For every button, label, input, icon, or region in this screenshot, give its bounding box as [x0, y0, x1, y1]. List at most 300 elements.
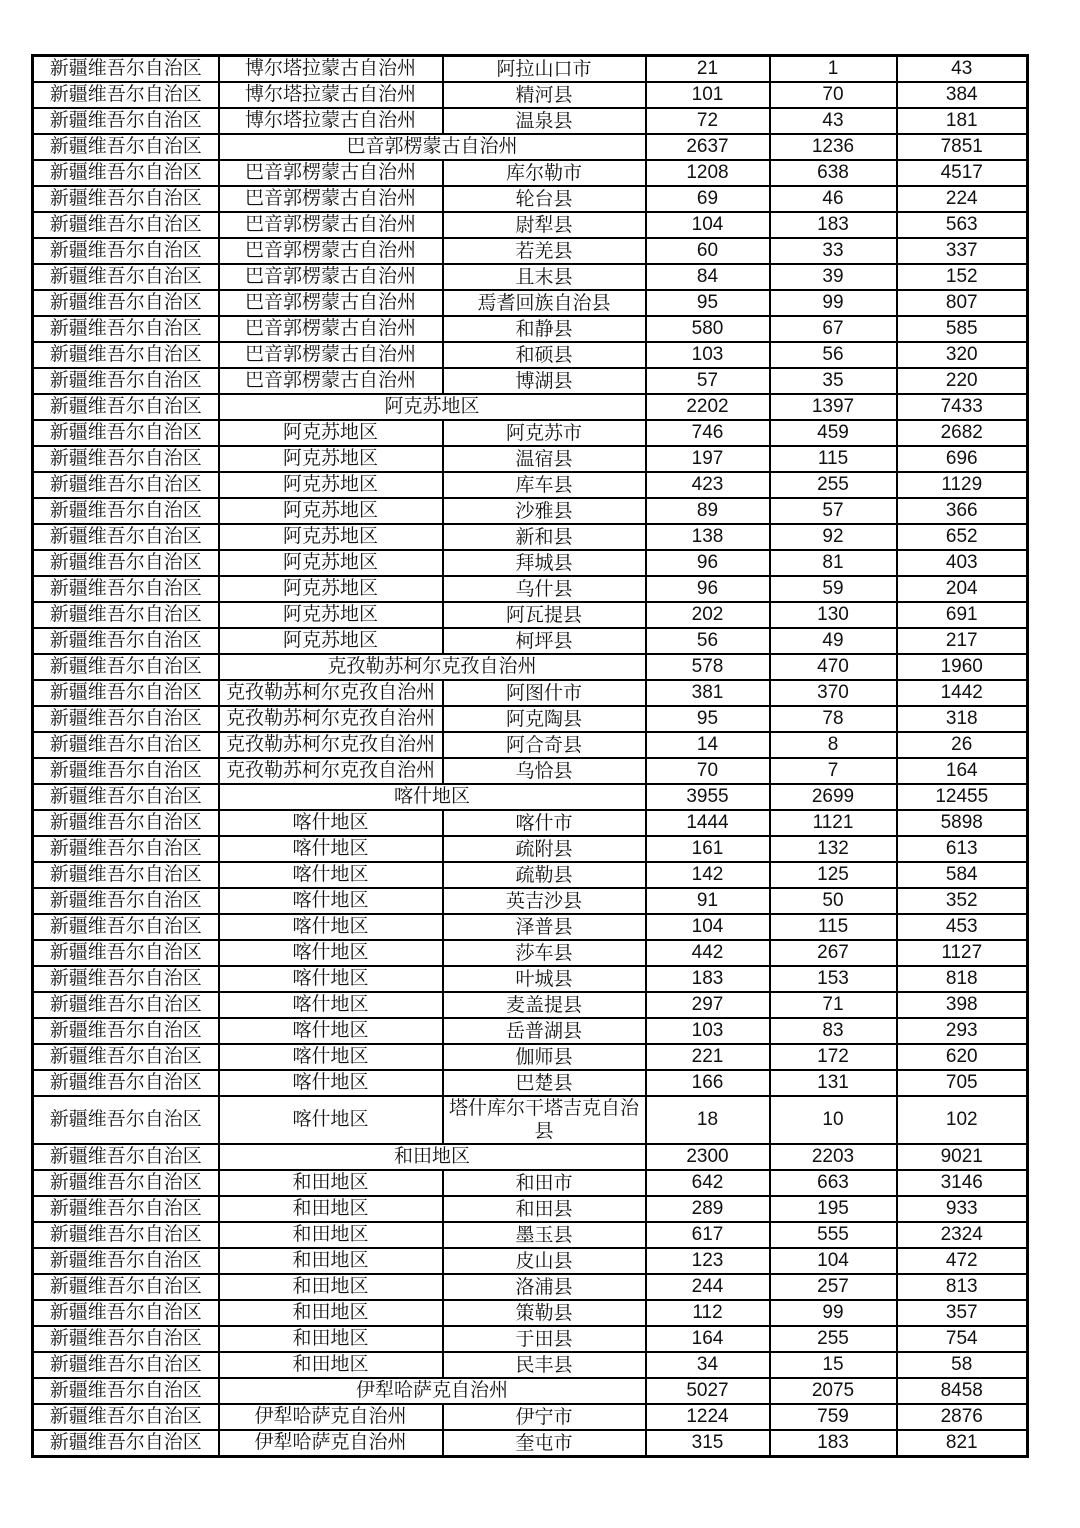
county-cell: 拜城县 [443, 550, 646, 576]
value-cell: 7851 [897, 134, 1028, 160]
value-cell: 12455 [897, 784, 1028, 810]
table-body [33, 56, 1028, 1457]
county-row [33, 1018, 1028, 1044]
prefecture-summary-row [33, 1378, 1028, 1404]
province-cell: 新疆维吾尔自治区 [33, 810, 219, 836]
value-cell: 43 [897, 56, 1028, 83]
prefecture-cell: 阿克苏地区 [219, 420, 443, 446]
value-cell: 183 [770, 1430, 897, 1457]
value-cell: 821 [897, 1430, 1028, 1457]
prefecture-cell: 和田地区 [219, 1326, 443, 1352]
prefecture-cell: 和田地区 [219, 1248, 443, 1274]
prefecture-cell: 伊犁哈萨克自治州 [219, 1404, 443, 1430]
prefecture-cell: 喀什地区 [219, 1044, 443, 1070]
county-cell: 伊宁市 [443, 1404, 646, 1430]
prefecture-cell: 阿克苏地区 [219, 446, 443, 472]
county-row [33, 160, 1028, 186]
province-cell: 新疆维吾尔自治区 [33, 1300, 219, 1326]
province-cell: 新疆维吾尔自治区 [33, 576, 219, 602]
province-cell: 新疆维吾尔自治区 [33, 56, 219, 83]
prefecture-summary-row [33, 784, 1028, 810]
county-row [33, 836, 1028, 862]
province-cell: 新疆维吾尔自治区 [33, 1222, 219, 1248]
prefecture-cell: 巴音郭楞蒙古自治州 [219, 186, 443, 212]
county-row [33, 82, 1028, 108]
prefecture-cell: 巴音郭楞蒙古自治州 [219, 316, 443, 342]
value-cell: 183 [646, 966, 770, 992]
value-cell: 72 [646, 108, 770, 134]
value-cell: 195 [770, 1196, 897, 1222]
county-row [33, 628, 1028, 654]
value-cell: 320 [897, 342, 1028, 368]
county-row [33, 888, 1028, 914]
prefecture-cell: 巴音郭楞蒙古自治州 [219, 160, 443, 186]
province-cell: 新疆维吾尔自治区 [33, 784, 219, 810]
prefecture-cell: 阿克苏地区 [219, 472, 443, 498]
value-cell: 2637 [646, 134, 770, 160]
county-row [33, 238, 1028, 264]
prefecture-cell: 伊犁哈萨克自治州 [219, 1430, 443, 1457]
value-cell: 442 [646, 940, 770, 966]
county-row [33, 1044, 1028, 1070]
value-cell: 217 [897, 628, 1028, 654]
value-cell: 1236 [770, 134, 897, 160]
value-cell: 2075 [770, 1378, 897, 1404]
prefecture-cell: 博尔塔拉蒙古自治州 [219, 82, 443, 108]
county-row [33, 498, 1028, 524]
value-cell: 1 [770, 56, 897, 83]
county-row [33, 992, 1028, 1018]
county-row [33, 1300, 1028, 1326]
county-cell: 莎车县 [443, 940, 646, 966]
value-cell: 35 [770, 368, 897, 394]
prefecture-merged-cell: 阿克苏地区 [219, 394, 646, 420]
province-cell: 新疆维吾尔自治区 [33, 966, 219, 992]
province-cell: 新疆维吾尔自治区 [33, 992, 219, 1018]
county-cell: 阿拉山口市 [443, 56, 646, 83]
prefecture-cell: 巴音郭楞蒙古自治州 [219, 264, 443, 290]
county-cell: 叶城县 [443, 966, 646, 992]
value-cell: 563 [897, 212, 1028, 238]
value-cell: 691 [897, 602, 1028, 628]
prefecture-cell: 和田地区 [219, 1196, 443, 1222]
value-cell: 202 [646, 602, 770, 628]
value-cell: 39 [770, 264, 897, 290]
value-cell: 15 [770, 1352, 897, 1378]
province-cell: 新疆维吾尔自治区 [33, 472, 219, 498]
value-cell: 95 [646, 706, 770, 732]
county-cell: 于田县 [443, 1326, 646, 1352]
value-cell: 2203 [770, 1144, 897, 1170]
county-row [33, 1096, 1028, 1144]
prefecture-merged-cell: 喀什地区 [219, 784, 646, 810]
county-row [33, 1430, 1028, 1457]
value-cell: 297 [646, 992, 770, 1018]
value-cell: 1224 [646, 1404, 770, 1430]
prefecture-cell: 喀什地区 [219, 992, 443, 1018]
value-cell: 352 [897, 888, 1028, 914]
value-cell: 60 [646, 238, 770, 264]
value-cell: 10 [770, 1096, 897, 1144]
prefecture-summary-row [33, 134, 1028, 160]
value-cell: 8458 [897, 1378, 1028, 1404]
county-cell: 乌什县 [443, 576, 646, 602]
value-cell: 705 [897, 1070, 1028, 1096]
province-cell: 新疆维吾尔自治区 [33, 836, 219, 862]
value-cell: 555 [770, 1222, 897, 1248]
value-cell: 318 [897, 706, 1028, 732]
value-cell: 470 [770, 654, 897, 680]
prefecture-cell: 克孜勒苏柯尔克孜自治州 [219, 758, 443, 784]
prefecture-merged-cell: 克孜勒苏柯尔克孜自治州 [219, 654, 646, 680]
province-cell: 新疆维吾尔自治区 [33, 1018, 219, 1044]
county-cell: 皮山县 [443, 1248, 646, 1274]
county-row [33, 1196, 1028, 1222]
value-cell: 69 [646, 186, 770, 212]
prefecture-merged-cell: 和田地区 [219, 1144, 646, 1170]
county-row [33, 186, 1028, 212]
value-cell: 78 [770, 706, 897, 732]
value-cell: 132 [770, 836, 897, 862]
value-cell: 49 [770, 628, 897, 654]
value-cell: 255 [770, 1326, 897, 1352]
value-cell: 67 [770, 316, 897, 342]
value-cell: 617 [646, 1222, 770, 1248]
value-cell: 104 [770, 1248, 897, 1274]
value-cell: 4517 [897, 160, 1028, 186]
county-row [33, 1170, 1028, 1196]
value-cell: 57 [770, 498, 897, 524]
value-cell: 102 [897, 1096, 1028, 1144]
county-cell: 若羌县 [443, 238, 646, 264]
province-cell: 新疆维吾尔自治区 [33, 1044, 219, 1070]
value-cell: 2682 [897, 420, 1028, 446]
value-cell: 142 [646, 862, 770, 888]
county-row [33, 446, 1028, 472]
value-cell: 181 [897, 108, 1028, 134]
value-cell: 56 [646, 628, 770, 654]
value-cell: 398 [897, 992, 1028, 1018]
province-cell: 新疆维吾尔自治区 [33, 160, 219, 186]
value-cell: 57 [646, 368, 770, 394]
province-cell: 新疆维吾尔自治区 [33, 186, 219, 212]
value-cell: 746 [646, 420, 770, 446]
prefecture-cell: 喀什地区 [219, 1096, 443, 1144]
value-cell: 663 [770, 1170, 897, 1196]
county-cell: 沙雅县 [443, 498, 646, 524]
value-cell: 257 [770, 1274, 897, 1300]
county-row [33, 862, 1028, 888]
value-cell: 1208 [646, 160, 770, 186]
county-cell: 策勒县 [443, 1300, 646, 1326]
value-cell: 578 [646, 654, 770, 680]
value-cell: 161 [646, 836, 770, 862]
prefecture-cell: 和田地区 [219, 1352, 443, 1378]
county-cell: 岳普湖县 [443, 1018, 646, 1044]
county-row [33, 680, 1028, 706]
county-row [33, 316, 1028, 342]
province-cell: 新疆维吾尔自治区 [33, 914, 219, 940]
value-cell: 21 [646, 56, 770, 83]
value-cell: 34 [646, 1352, 770, 1378]
county-row [33, 758, 1028, 784]
county-row [33, 290, 1028, 316]
prefecture-cell: 博尔塔拉蒙古自治州 [219, 108, 443, 134]
county-row [33, 1326, 1028, 1352]
value-cell: 9021 [897, 1144, 1028, 1170]
county-row [33, 914, 1028, 940]
prefecture-cell: 阿克苏地区 [219, 602, 443, 628]
province-cell: 新疆维吾尔自治区 [33, 1326, 219, 1352]
value-cell: 84 [646, 264, 770, 290]
value-cell: 14 [646, 732, 770, 758]
prefecture-cell: 喀什地区 [219, 940, 443, 966]
prefecture-cell: 巴音郭楞蒙古自治州 [219, 238, 443, 264]
value-cell: 183 [770, 212, 897, 238]
county-cell: 尉犁县 [443, 212, 646, 238]
value-cell: 580 [646, 316, 770, 342]
prefecture-merged-cell: 巴音郭楞蒙古自治州 [219, 134, 646, 160]
county-cell: 英吉沙县 [443, 888, 646, 914]
province-cell: 新疆维吾尔自治区 [33, 1196, 219, 1222]
county-row [33, 264, 1028, 290]
prefecture-cell: 喀什地区 [219, 914, 443, 940]
value-cell: 123 [646, 1248, 770, 1274]
prefecture-summary-row [33, 1144, 1028, 1170]
value-cell: 472 [897, 1248, 1028, 1274]
value-cell: 2876 [897, 1404, 1028, 1430]
value-cell: 244 [646, 1274, 770, 1300]
value-cell: 357 [897, 1300, 1028, 1326]
province-cell: 新疆维吾尔自治区 [33, 888, 219, 914]
value-cell: 115 [770, 914, 897, 940]
province-cell: 新疆维吾尔自治区 [33, 524, 219, 550]
value-cell: 164 [646, 1326, 770, 1352]
value-cell: 585 [897, 316, 1028, 342]
value-cell: 96 [646, 550, 770, 576]
province-cell: 新疆维吾尔自治区 [33, 758, 219, 784]
county-row [33, 1248, 1028, 1274]
value-cell: 1444 [646, 810, 770, 836]
county-cell: 精河县 [443, 82, 646, 108]
prefecture-cell: 巴音郭楞蒙古自治州 [219, 368, 443, 394]
value-cell: 1121 [770, 810, 897, 836]
province-cell: 新疆维吾尔自治区 [33, 862, 219, 888]
value-cell: 3146 [897, 1170, 1028, 1196]
county-row [33, 1070, 1028, 1096]
county-cell: 塔什库尔干塔吉克自治县 [443, 1096, 646, 1144]
county-cell: 和田市 [443, 1170, 646, 1196]
county-cell: 麦盖提县 [443, 992, 646, 1018]
province-cell: 新疆维吾尔自治区 [33, 680, 219, 706]
county-row [33, 732, 1028, 758]
county-cell: 奎屯市 [443, 1430, 646, 1457]
county-cell: 民丰县 [443, 1352, 646, 1378]
county-row [33, 810, 1028, 836]
county-cell: 喀什市 [443, 810, 646, 836]
province-cell: 新疆维吾尔自治区 [33, 1352, 219, 1378]
value-cell: 2300 [646, 1144, 770, 1170]
prefecture-cell: 喀什地区 [219, 966, 443, 992]
value-cell: 46 [770, 186, 897, 212]
county-row [33, 706, 1028, 732]
county-row [33, 1404, 1028, 1430]
province-cell: 新疆维吾尔自治区 [33, 628, 219, 654]
value-cell: 131 [770, 1070, 897, 1096]
value-cell: 2202 [646, 394, 770, 420]
prefecture-cell: 喀什地区 [219, 836, 443, 862]
region-statistics-table [31, 54, 1029, 1458]
value-cell: 153 [770, 966, 897, 992]
county-cell: 巴楚县 [443, 1070, 646, 1096]
value-cell: 289 [646, 1196, 770, 1222]
value-cell: 59 [770, 576, 897, 602]
value-cell: 18 [646, 1096, 770, 1144]
county-row [33, 966, 1028, 992]
province-cell: 新疆维吾尔自治区 [33, 602, 219, 628]
county-row [33, 1352, 1028, 1378]
county-cell: 乌恰县 [443, 758, 646, 784]
value-cell: 138 [646, 524, 770, 550]
county-cell: 焉耆回族自治县 [443, 290, 646, 316]
prefecture-cell: 克孜勒苏柯尔克孜自治州 [219, 706, 443, 732]
county-cell: 和硕县 [443, 342, 646, 368]
province-cell: 新疆维吾尔自治区 [33, 368, 219, 394]
province-cell: 新疆维吾尔自治区 [33, 82, 219, 108]
county-cell: 温宿县 [443, 446, 646, 472]
value-cell: 381 [646, 680, 770, 706]
value-cell: 197 [646, 446, 770, 472]
province-cell: 新疆维吾尔自治区 [33, 342, 219, 368]
province-cell: 新疆维吾尔自治区 [33, 1248, 219, 1274]
county-cell: 疏勒县 [443, 862, 646, 888]
value-cell: 50 [770, 888, 897, 914]
value-cell: 459 [770, 420, 897, 446]
province-cell: 新疆维吾尔自治区 [33, 394, 219, 420]
county-cell: 新和县 [443, 524, 646, 550]
value-cell: 58 [897, 1352, 1028, 1378]
value-cell: 103 [646, 342, 770, 368]
value-cell: 754 [897, 1326, 1028, 1352]
county-row [33, 368, 1028, 394]
value-cell: 366 [897, 498, 1028, 524]
county-cell: 博湖县 [443, 368, 646, 394]
value-cell: 91 [646, 888, 770, 914]
value-cell: 613 [897, 836, 1028, 862]
value-cell: 818 [897, 966, 1028, 992]
prefecture-cell: 喀什地区 [219, 888, 443, 914]
province-cell: 新疆维吾尔自治区 [33, 290, 219, 316]
province-cell: 新疆维吾尔自治区 [33, 1096, 219, 1144]
value-cell: 103 [646, 1018, 770, 1044]
province-cell: 新疆维吾尔自治区 [33, 732, 219, 758]
value-cell: 403 [897, 550, 1028, 576]
value-cell: 453 [897, 914, 1028, 940]
county-cell: 和田县 [443, 1196, 646, 1222]
prefecture-cell: 克孜勒苏柯尔克孜自治州 [219, 680, 443, 706]
value-cell: 92 [770, 524, 897, 550]
value-cell: 99 [770, 290, 897, 316]
value-cell: 224 [897, 186, 1028, 212]
prefecture-cell: 阿克苏地区 [219, 524, 443, 550]
value-cell: 166 [646, 1070, 770, 1096]
county-row [33, 940, 1028, 966]
county-cell: 库车县 [443, 472, 646, 498]
value-cell: 95 [646, 290, 770, 316]
prefecture-cell: 喀什地区 [219, 1018, 443, 1044]
value-cell: 221 [646, 1044, 770, 1070]
prefecture-cell: 喀什地区 [219, 810, 443, 836]
province-cell: 新疆维吾尔自治区 [33, 212, 219, 238]
value-cell: 293 [897, 1018, 1028, 1044]
value-cell: 89 [646, 498, 770, 524]
value-cell: 164 [897, 758, 1028, 784]
value-cell: 642 [646, 1170, 770, 1196]
value-cell: 96 [646, 576, 770, 602]
prefecture-cell: 博尔塔拉蒙古自治州 [219, 56, 443, 83]
prefecture-cell: 阿克苏地区 [219, 628, 443, 654]
prefecture-cell: 和田地区 [219, 1222, 443, 1248]
value-cell: 2699 [770, 784, 897, 810]
county-row [33, 420, 1028, 446]
county-row [33, 212, 1028, 238]
prefecture-cell: 喀什地区 [219, 1070, 443, 1096]
county-cell: 柯坪县 [443, 628, 646, 654]
value-cell: 83 [770, 1018, 897, 1044]
prefecture-cell: 阿克苏地区 [219, 498, 443, 524]
value-cell: 807 [897, 290, 1028, 316]
county-cell: 且末县 [443, 264, 646, 290]
prefecture-summary-row [33, 394, 1028, 420]
province-cell: 新疆维吾尔自治区 [33, 498, 219, 524]
value-cell: 2324 [897, 1222, 1028, 1248]
value-cell: 115 [770, 446, 897, 472]
county-cell: 和静县 [443, 316, 646, 342]
province-cell: 新疆维吾尔自治区 [33, 1170, 219, 1196]
prefecture-cell: 阿克苏地区 [219, 550, 443, 576]
value-cell: 112 [646, 1300, 770, 1326]
province-cell: 新疆维吾尔自治区 [33, 654, 219, 680]
value-cell: 152 [897, 264, 1028, 290]
province-cell: 新疆维吾尔自治区 [33, 550, 219, 576]
county-row [33, 1274, 1028, 1300]
county-cell: 阿克苏市 [443, 420, 646, 446]
value-cell: 104 [646, 914, 770, 940]
value-cell: 99 [770, 1300, 897, 1326]
province-cell: 新疆维吾尔自治区 [33, 1404, 219, 1430]
county-row [33, 472, 1028, 498]
value-cell: 7433 [897, 394, 1028, 420]
county-row [33, 602, 1028, 628]
province-cell: 新疆维吾尔自治区 [33, 1430, 219, 1457]
value-cell: 71 [770, 992, 897, 1018]
value-cell: 104 [646, 212, 770, 238]
county-cell: 疏附县 [443, 836, 646, 862]
province-cell: 新疆维吾尔自治区 [33, 446, 219, 472]
value-cell: 220 [897, 368, 1028, 394]
county-cell: 温泉县 [443, 108, 646, 134]
prefecture-cell: 巴音郭楞蒙古自治州 [219, 342, 443, 368]
value-cell: 43 [770, 108, 897, 134]
province-cell: 新疆维吾尔自治区 [33, 238, 219, 264]
province-cell: 新疆维吾尔自治区 [33, 264, 219, 290]
county-cell: 阿瓦提县 [443, 602, 646, 628]
value-cell: 384 [897, 82, 1028, 108]
value-cell: 620 [897, 1044, 1028, 1070]
value-cell: 813 [897, 1274, 1028, 1300]
value-cell: 7 [770, 758, 897, 784]
prefecture-cell: 和田地区 [219, 1274, 443, 1300]
